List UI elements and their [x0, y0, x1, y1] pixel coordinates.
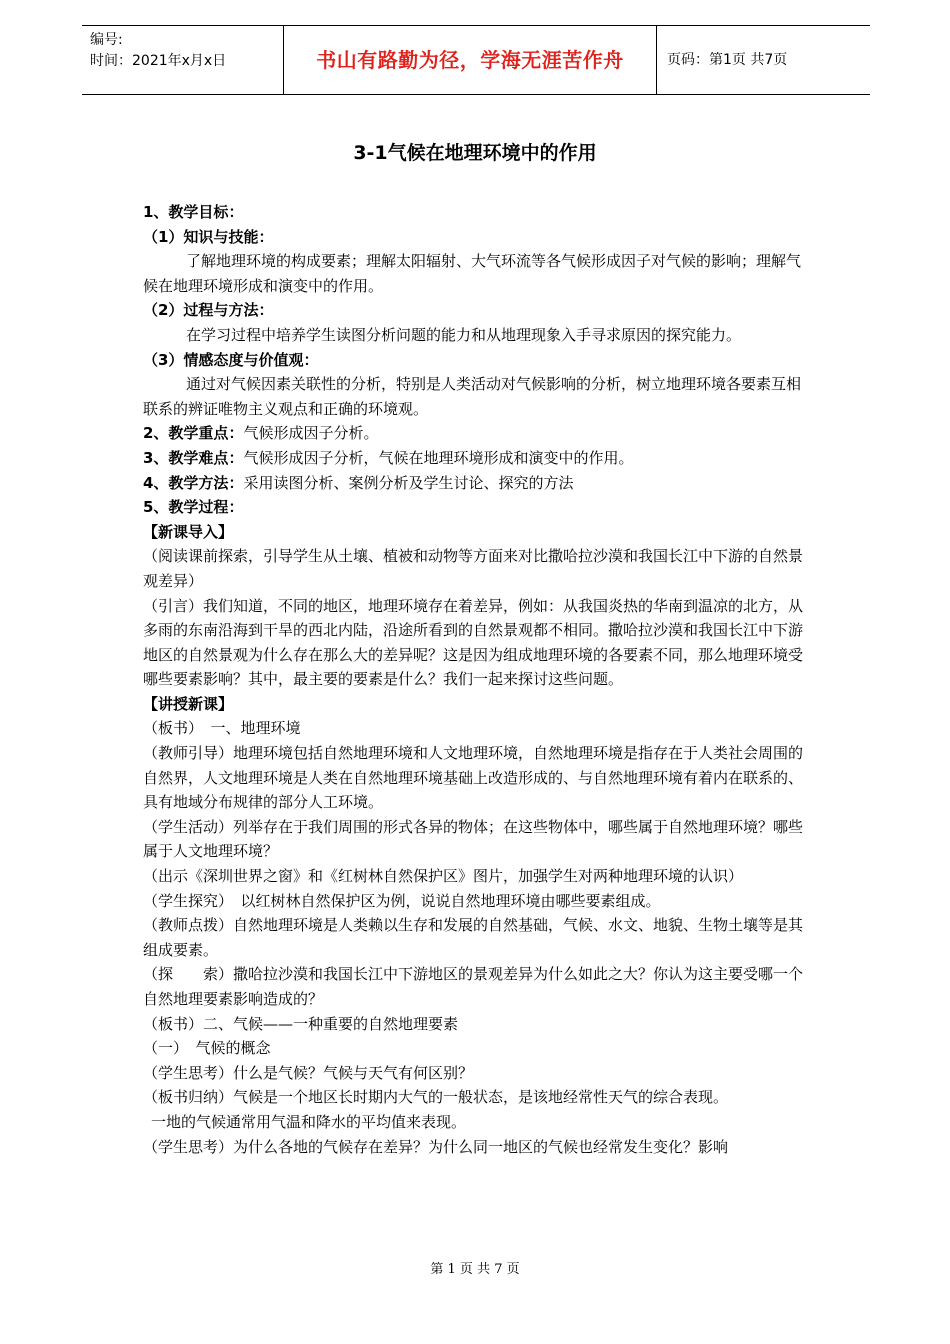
process-heading: （2）过程与方法： — [143, 301, 274, 320]
paragraph: 一地的气候通常用气温和降水的平均值来表现。 — [151, 1112, 467, 1131]
paragraph: （教师引导）地理环境包括自然地理环境和人文地理环境，自然地理环境是指存在于人类社会周围的自然界，人文地理环境是人类在自然地理环境基础上改造形成的、与自然地理环境有着内在联系的、具有地域分布规律的部分人工环境。 — [143, 744, 804, 812]
knowledge-heading: （1）知识与技能： — [143, 227, 274, 246]
intro-heading: 【新课导入】 — [143, 522, 234, 541]
difficulty-point — [143, 446, 813, 471]
key-point — [143, 421, 813, 446]
difficulty-label: 3、教学难点： — [143, 448, 244, 467]
paragraph: （出示《深圳世界之窗》和《红树林自然保护区》图片，加强学生对两种地理环境的认识） — [143, 867, 744, 886]
teach-heading: 【讲授新课】 — [143, 694, 234, 713]
key-text: 气候形成因子分析。 — [243, 424, 379, 443]
document-title: 3-1气候在地理环境中的作用 — [353, 142, 597, 164]
paragraph: （学生思考）什么是气候？气候与天气有何区别？ — [143, 1063, 474, 1082]
paragraph: （教师点拨）自然地理环境是人类赖以生存和发展的自然基础，气候、水文、地貌、生物土壤等是其组成要素。 — [143, 916, 804, 959]
difficulty-text: 气候形成因子分析，气候在地理环境形成和演变中的作用。 — [243, 448, 634, 467]
page-header — [82, 25, 870, 95]
paragraph: （引言）我们知道，不同的地区，地理环境存在着差异，例如：从我国炎热的华南到温凉的北方，从多雨的东南沿海到干旱的西北内陆，沿途所看到的自然景观都不相同。撒哈拉沙漠和我国长江中下游地区的自然景观为什么存在那么大的差异呢？这是因为组成地理环境的各要素不同，那么地理环境受哪些要素影响？其中，最主要的要素是什么？我们一起来探讨这些问题。 — [143, 596, 804, 689]
process-label: 5、教学过程： — [143, 498, 244, 517]
paragraph: （阅读课前探索，引导学生从土壤、植被和动物等方面来对比撒哈拉沙漠和我国长江中下游的自然景观差异） — [143, 547, 804, 590]
paragraph: （板书）二、气候——一种重要的自然地理要素 — [143, 1014, 459, 1033]
paragraph: （一） 气候的概念 — [143, 1039, 271, 1058]
paragraph: （学生活动）列举存在于我们周围的形式各异的物体；在这些物体中，哪些属于自然地理环境？哪些属于人文地理环境？ — [143, 817, 804, 861]
header-time-label: 时间：2021年x月x日 — [90, 53, 227, 69]
paragraph: （板书） 一、地理环境 — [143, 719, 301, 738]
emotion-text: 通过对气候因素关联性的分析，特别是人类活动对气候影响的分析，树立地理环境各要素互相联系的辨证唯物主义观点和正确的环境观。 — [143, 375, 802, 418]
method-text: 采用读图分析、案例分析及学生讨论、探究的方法 — [243, 473, 574, 492]
header-meta — [90, 30, 226, 72]
emotion-heading: （3）情感态度与价值观： — [143, 350, 319, 369]
paragraph: （板书归纳）气候是一个地区长时期内大气的一般状态，是该地经常性天气的综合表现。 — [143, 1088, 729, 1107]
paragraph: （学生思考）为什么各地的气候存在差异？为什么同一地区的气候也经常发生变化？影响 — [143, 1137, 729, 1156]
method-point — [143, 471, 813, 496]
knowledge-text: 了解地理环境的构成要素；理解太阳辐射、大气环流等各气候形成因子对气候的影响；理解气候在地理环境形成和演变中的作用。 — [143, 252, 802, 295]
objectives-heading: 1、教学目标： — [143, 203, 244, 221]
paragraph: （探 索）撒哈拉沙漠和我国长江中下游地区的景观差异为什么如此之大？你认为这主要受哪一个自然地理要素影响造成的？ — [143, 965, 804, 1008]
header-motto: 书山有路勤为径，学海无涯苦作舟 — [283, 26, 657, 94]
header-page-info: 页码：第1页 共7页 — [667, 52, 788, 68]
process-text: 在学习过程中培养学生读图分析问题的能力和从地理现象入手寻求原因的探究能力。 — [186, 325, 742, 344]
method-label: 4、教学方法： — [143, 473, 244, 492]
document-body — [143, 200, 813, 1159]
paragraph: （学生探究） 以红树林自然保护区为例，说说自然地理环境由哪些要素组成。 — [143, 891, 661, 910]
key-label: 2、教学重点： — [143, 424, 244, 443]
page-footer: 第 1 页 共 7 页 — [430, 1262, 520, 1277]
header-number-label: 编号: — [90, 32, 123, 48]
